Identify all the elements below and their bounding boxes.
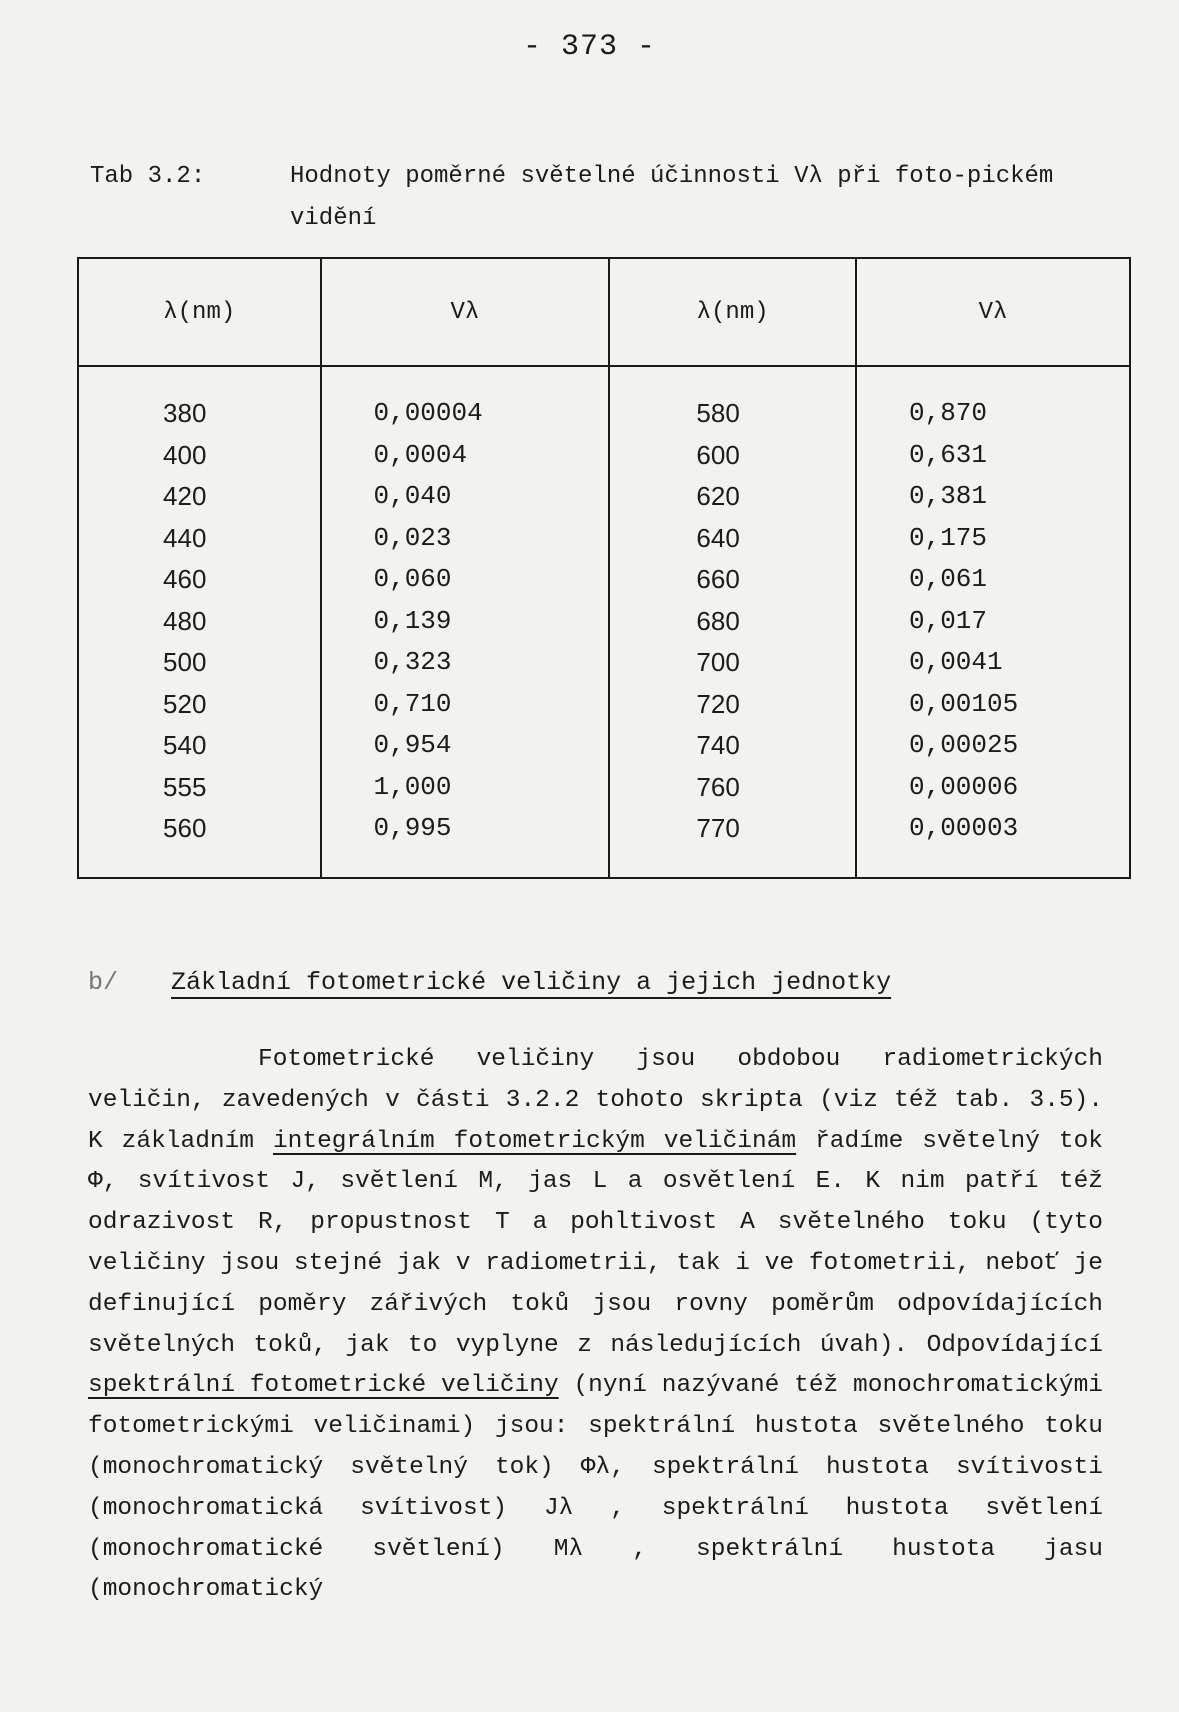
table-caption [90,156,1110,240]
table-cell: 460 [163,564,207,594]
table-cell: 720 [696,688,740,719]
table-cell: 380 [163,398,207,428]
table-cell: 0,381 [909,481,988,511]
table-cell: 0,00006 [909,771,1019,802]
table-cell: 620 [696,481,740,511]
table-cell: 1,000 [373,771,452,802]
table-cell: 0,00004 [373,398,483,428]
table-cell: 580 [696,398,740,428]
table-cell: 0,061 [909,564,988,594]
table-label: Tab 3.2: [90,163,206,190]
table-cell: 0,870 [909,398,988,428]
column-lambda-1 [79,366,321,877]
table-cell: 770 [696,813,740,843]
table-cell: 660 [696,564,740,594]
table-cell: 500 [163,647,207,677]
column-v-lambda-2 [856,366,1129,877]
text-run: Fotometrické veličiny jsou obdobou radiometrických veličin, zavedených v části 3.2.2 tohoto skripta (viz též tab. 3.5). K základním [88,1046,1103,1155]
text-run: (nyní nazývané též monochromatickými fotometrickými veličinami) jsou: spektrální hustota světelného toku (monochromatický světelný tok) Φλ, spektrální hustota svítivosti (monochromatická svítivost) Jλ , spektrální hustota světlení (monochromatické světlení) Mλ , spektrální hustota jasu (monochromatický [88,1372,1103,1604]
underlined-term-integral: integrálním fotometrickým veličinám [272,1127,797,1155]
underlined-term-spectral: spektrální fotometrické veličiny [88,1372,559,1400]
table-cell: 555 [163,771,207,802]
table-cell: 680 [696,605,740,636]
table-cell: 0,00003 [909,813,1019,843]
table-cell: 0,0004 [373,439,468,470]
table-cell: 0,017 [909,605,988,636]
table-cell: 540 [163,730,207,760]
table-cell: 600 [696,439,740,470]
table-cell: 0,954 [373,730,452,760]
column-lambda-2 [609,366,856,877]
table-cell: 520 [163,688,207,719]
table-title: Hodnoty poměrné světelné účinnosti Vλ při foto-pickém vidění [290,163,1054,232]
table-cell: 0,040 [373,481,452,511]
table-cell: 0,0041 [909,647,1003,677]
column-v-lambda-1 [321,366,610,877]
table-cell: 0,023 [373,522,452,553]
table-cell: 700 [696,647,740,677]
table-cell: 0,175 [909,522,988,553]
table-cell: 0,139 [373,605,452,636]
table-cell: 0,995 [373,813,452,843]
header-v-lambda-1: Vλ [321,259,610,366]
table-cell: 0,631 [909,439,988,470]
body-text [88,1040,1103,1611]
section-heading [88,968,891,997]
table-cell: 0,710 [373,688,452,719]
text-run: řadíme světelný tok Φ, svítivost J, světlení M, jas L a osvětlení E. K nim patří též odrazivost R, propustnost T a pohltivost A světelného toku (tyto veličiny jsou stejné jak v radiometrii, tak i ve fotometrii, neboť je definující poměry zářivých toků jsou rovny poměrům odpovídajících světelných toků, jak to vyplyne z následujících úvah). Odpovídající [88,1127,1103,1359]
table-cell: 0,00025 [909,730,1019,760]
table-cell: 420 [163,481,207,511]
table-cell: 440 [163,522,207,553]
table-cell: 740 [696,730,740,760]
header-v-lambda-2: Vλ [856,259,1129,366]
table-cell: 640 [696,522,740,553]
table-cell: 0,323 [373,647,452,677]
header-lambda-2: λ(nm) [609,259,856,366]
page-number: - 373 - [522,30,657,64]
table-cell: 0,00105 [909,688,1019,719]
section-title: Základní fotometrické veličiny a jejich jednotky [171,968,892,997]
table-cell: 760 [696,771,740,802]
table-cell: 480 [163,605,207,636]
header-lambda-1: λ(nm) [79,259,321,366]
paragraph [88,1040,1103,1611]
table-cell: 0,060 [373,564,452,594]
section-prefix: b/ [88,968,119,997]
table-cell: 560 [163,813,207,843]
table-cell: 400 [163,439,207,470]
data-table [77,257,1131,879]
